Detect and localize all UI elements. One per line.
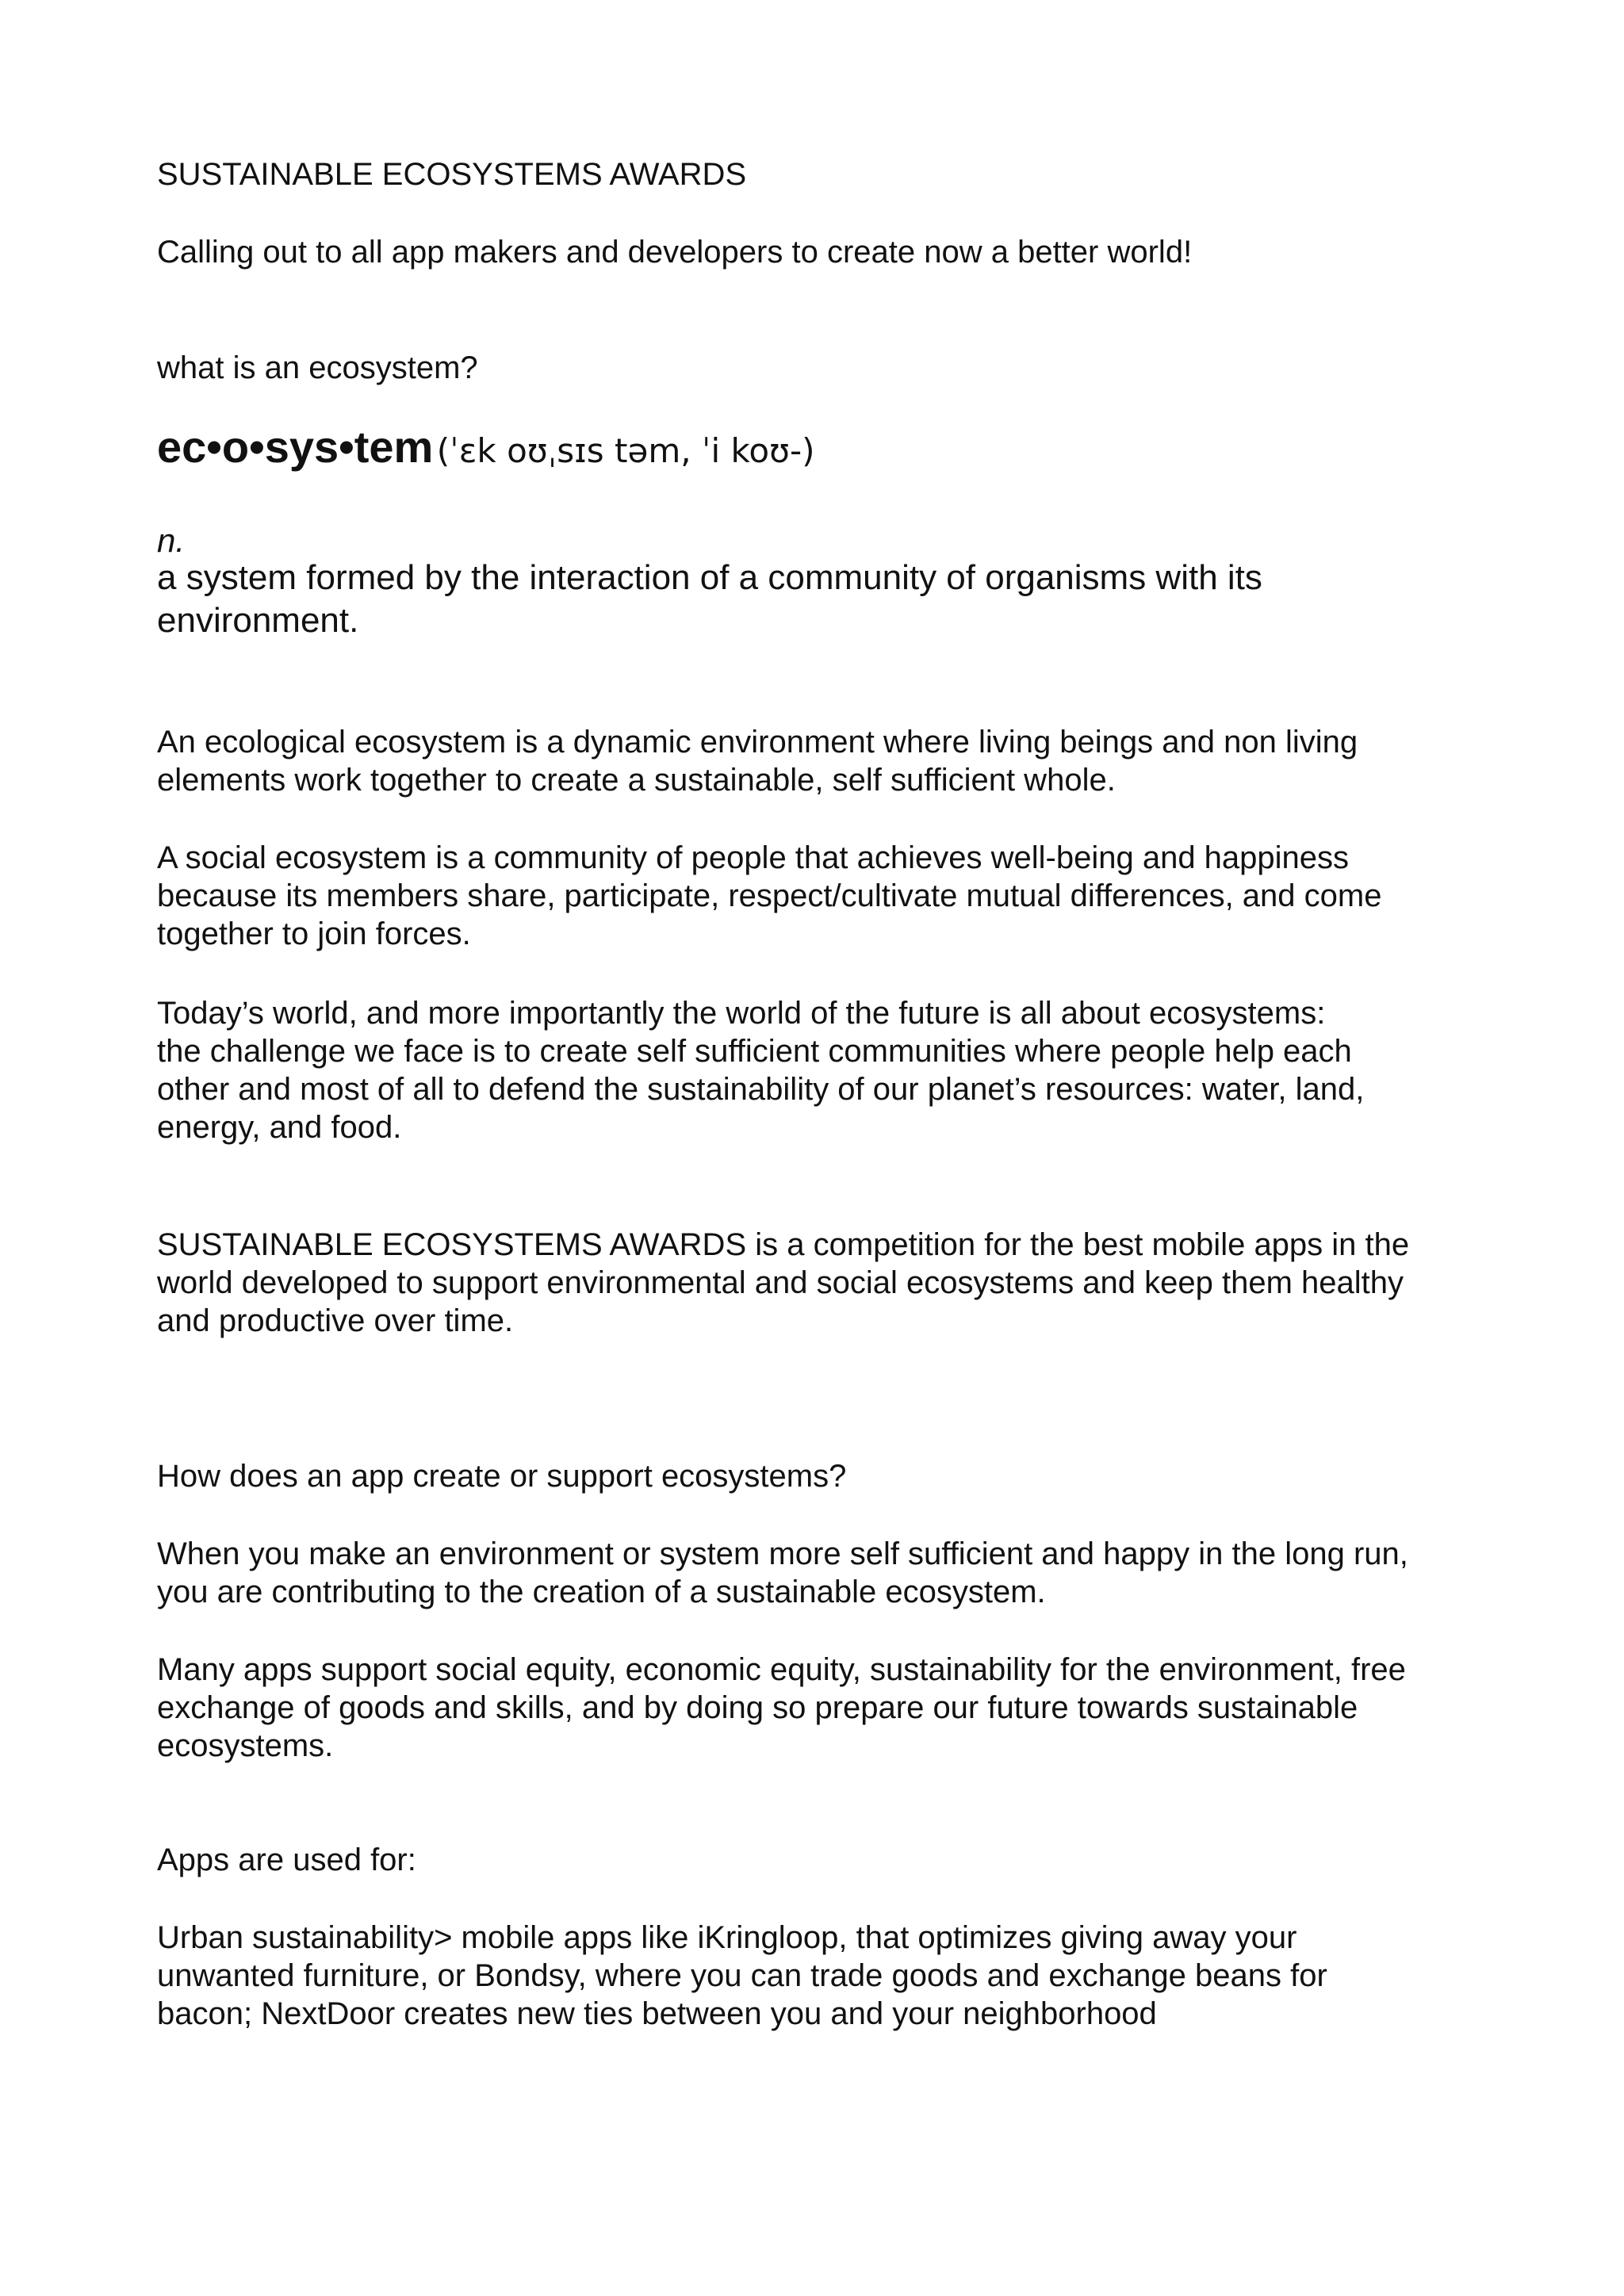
paragraph-urban: Urban sustainability> mobile apps like iKringloop, that optimizes giving away your unwanted furniture, or Bondsy, where you can trade goods and exchange beans for bacon; NextDoor creates new ties between you and your neighborhood: [157, 1920, 1327, 2031]
question-how: How does an app create or support ecosystems?: [157, 1459, 847, 1494]
dictionary-entry: [157, 423, 1489, 483]
tagline: Calling out to all app makers and developers to create now a better world!: [157, 235, 1193, 270]
paragraph-many-apps: Many apps support social equity, economic equity, sustainability for the environment, free exchange of goods and skills, and by doing so prepare our future towards sustainable ecosystems.: [157, 1652, 1406, 1763]
question-ecosystem: what is an ecosystem?: [157, 350, 478, 385]
document-title: SUSTAINABLE ECOSYSTEMS AWARDS: [157, 157, 747, 192]
paragraph-ecological: An ecological ecosystem is a dynamic environment where living beings and non living elements work together to create a sustainable, self sufficient whole.: [157, 725, 1358, 798]
paragraph-competition: SUSTAINABLE ECOSYSTEMS AWARDS is a competition for the best mobile apps in the world developed to support environmental and social ecosystems and keep them healthy and productive over time.: [157, 1227, 1410, 1338]
paragraph-social: A social ecosystem is a community of people that achieves well-being and happiness because its members share, participate, respect/cultivate mutual differences, and come together to join forces.: [157, 840, 1382, 951]
definition-text: a system formed by the interaction of a community of organisms with its environment.: [157, 558, 1262, 640]
paragraph-today: Today’s world, and more importantly the world of the future is all about ecosystems: the challenge we face is to create self sufficient communities where people help each other and most of all to defend the sustainability of our planet’s resources: water, land, energy, and food.: [157, 996, 1365, 1145]
apps-used-for: Apps are used for:: [157, 1843, 416, 1877]
paragraph-when: When you make an environment or system more self sufficient and happy in the long run, you are contributing to the creation of a sustainable ecosystem.: [157, 1536, 1408, 1609]
headword: ec•o•sys•tem: [157, 422, 434, 472]
pronunciation: (ˈɛk oʊˌsɪs təm, ˈi koʊ-): [436, 431, 815, 470]
part-of-speech: n.: [157, 522, 186, 559]
